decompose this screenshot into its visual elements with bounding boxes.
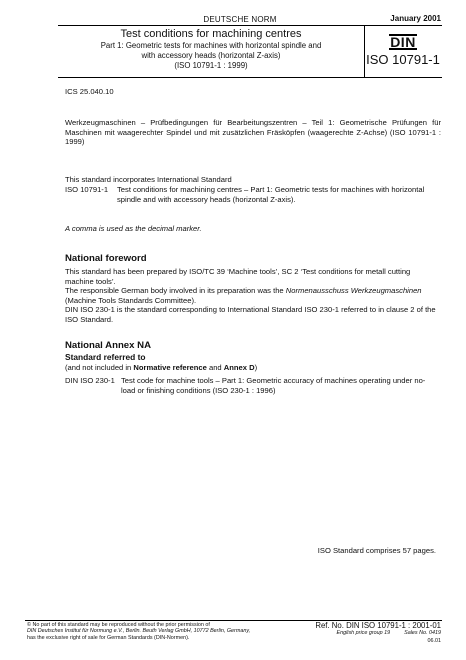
- iso-reference-number: ISO 10791-1: [65, 185, 109, 194]
- din-logo-container: [364, 34, 442, 52]
- foreword-p2-end: (Machine Tools Standards Committee).: [65, 295, 197, 305]
- page-count-note: ISO Standard comprises 57 pages.: [317, 546, 436, 555]
- foreword-paragraph-1: This standard has been prepared by ISO/TC 39 ‘Machine tools’, SC 2 ‘Test conditions for metall cutting machine tools’.: [65, 267, 411, 286]
- document-subtitle-line-1: Part 1: Geometric tests for machines with horizontal spindle and: [100, 41, 322, 50]
- national-annex-heading: National Annex NA: [65, 340, 151, 351]
- foreword-paragraph-3: DIN ISO 230-1 is the standard corresponding to International Standard ISO 230-1 referred to in clause 2 of the ISO Standard.: [65, 305, 436, 324]
- annex-note-bold-1: Normative reference: [133, 363, 207, 372]
- issue-date: January 2001: [390, 14, 441, 23]
- national-annex-subheading: Standard referred to: [65, 352, 146, 362]
- price-group: English price group 19: [336, 630, 391, 636]
- document-title: Test conditions for machining centres: [120, 28, 302, 40]
- title-block: [58, 25, 364, 72]
- reference-number: Ref. No. DIN ISO 10791-1 : 2001-01: [315, 621, 441, 630]
- date-code: 06.01: [427, 638, 441, 644]
- document-subtitle-line-3: (ISO 10791-1 : 1999): [174, 61, 248, 70]
- document-number: ISO 10791-1: [366, 52, 440, 67]
- annex-note-end: ): [254, 363, 258, 372]
- foreword-paragraph-2: [65, 286, 441, 305]
- din-logo-icon: DIN: [390, 34, 416, 50]
- copyright-notice: [27, 622, 307, 641]
- national-foreword-heading: National foreword: [65, 253, 147, 264]
- price-and-sales-info: [336, 630, 441, 636]
- incorporates-statement: This standard incorporates International Standard: [65, 175, 232, 184]
- annex-note-bold-2: Annex D: [223, 363, 255, 372]
- national-annex-note: [65, 363, 257, 373]
- copyright-line-2: DIN Deutsches Institut für Normung e.V., Berlin. Beuth Verlag GmbH, 10772 Berlin, Germany,: [27, 628, 251, 635]
- foreword-p2-start: The responsible German body involved in its preparation was the: [65, 286, 286, 295]
- document-subtitle-line-2: with accessory heads (horizontal Z-axis): [141, 51, 281, 60]
- decimal-marker-note: A comma is used as the decimal marker.: [65, 224, 202, 233]
- din-reference-title: Test code for machine tools – Part 1: Geometric accuracy of machines operating under no-load or finishing conditions (ISO 230-1 : 1996): [121, 376, 426, 395]
- title-rule: [58, 77, 442, 78]
- iso-reference-title: Test conditions for machining centres – Part 1: Geometric tests for machines with horizontal spindle and with accessory heads (horizontal Z-axis).: [117, 185, 425, 204]
- copyright-line-1: © No part of this standard may be reproduced without the prior permission of: [27, 622, 210, 628]
- norm-label: DEUTSCHE NORM: [203, 15, 277, 24]
- ics-code: ICS 25.040.10: [65, 87, 114, 96]
- sales-number: Sales No. 0419: [404, 630, 441, 636]
- din-reference-number: DIN ISO 230-1: [65, 376, 115, 385]
- german-title: Werkzeugmaschinen – Prüfbedingungen für Bearbeitungszentren – Teil 1: Geometrische Prüfungen für Maschinen mit waagerechter Spindel und mit zusätzlichen Fräsköpfen (waagerechte Z-Achse) (ISO 10791-1 : 1999): [65, 118, 441, 147]
- annex-note-mid: and: [206, 363, 224, 372]
- committee-name: Normenausschuss Werkzeugmaschinen: [285, 286, 422, 295]
- copyright-line-3: has the exclusive right of sale for German Standards (DIN-Normen).: [27, 634, 190, 641]
- annex-note-start: (and not included in: [65, 363, 134, 372]
